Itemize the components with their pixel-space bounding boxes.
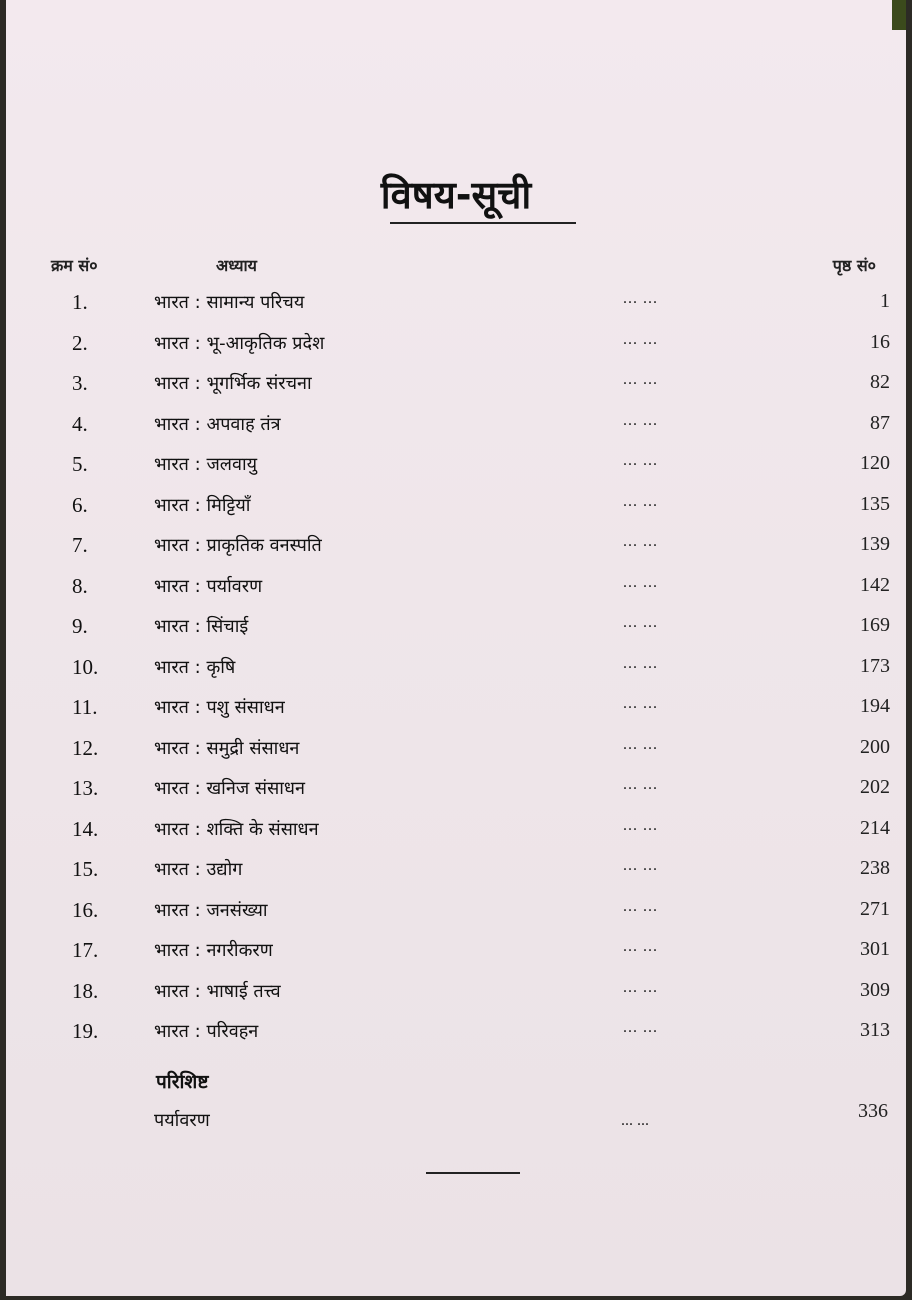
leader-dots: ... ... (623, 492, 658, 510)
header-serial-number: क्रम सं० (51, 256, 98, 275)
leader-dots: ... ... (623, 533, 658, 550)
chapter-number: 5. (72, 452, 88, 476)
chapter-number: 1. (72, 290, 88, 314)
end-divider (426, 1172, 520, 1174)
chapter-number: 11. (72, 695, 98, 719)
page-number: 139 (860, 533, 890, 555)
page-number: 173 (860, 654, 890, 677)
table-row (6, 331, 906, 361)
table-row (6, 857, 906, 887)
chapter-title: भारत : पशु संसाधन (154, 697, 285, 718)
table-row (6, 736, 906, 766)
table-row (6, 695, 906, 725)
appendix-page-number: 336 (858, 1100, 888, 1122)
chapter-title: भारत : भू-आकृतिक प्रदेश (154, 332, 325, 354)
table-row (6, 979, 906, 1009)
chapter-number: 4. (72, 411, 88, 436)
table-row (6, 371, 906, 401)
header-page-number: पृष्ठ सं० (832, 256, 876, 275)
leader-dots: ... ... (623, 1019, 658, 1036)
chapter-number: 14. (72, 816, 99, 841)
book-page (6, 0, 906, 1296)
header-chapter: अध्याय (216, 256, 257, 275)
chapter-title: भारत : परिवहन (154, 1021, 259, 1042)
table-row (6, 533, 906, 563)
chapter-title: भारत : समुद्री संसाधन (154, 737, 300, 759)
page-number: 202 (860, 776, 890, 798)
chapter-number: 13. (72, 776, 99, 800)
leader-dots: ... ... (623, 573, 658, 591)
page-number: 135 (860, 492, 890, 515)
page-number: 200 (860, 735, 890, 758)
page-number: 309 (860, 978, 890, 1001)
page-number: 87 (870, 411, 890, 434)
chapter-title: भारत : खनिज संसाधन (154, 778, 305, 799)
page-number: 238 (860, 857, 890, 879)
chapter-number: 9. (72, 614, 88, 638)
chapter-number: 2. (72, 330, 88, 355)
chapter-title: भारत : सिंचाई (154, 616, 249, 637)
leader-dots: ... ... (623, 452, 658, 469)
page-number: 301 (860, 938, 890, 960)
leader-dots: ... ... (623, 411, 658, 429)
page-number: 142 (860, 573, 890, 596)
leader-dots: ... ... (623, 654, 658, 672)
chapter-number: 19. (72, 1019, 99, 1043)
leader-dots: ... ... (623, 857, 658, 874)
table-row (6, 1019, 906, 1049)
leader-dots: ... ... (623, 695, 658, 712)
table-row (6, 290, 906, 320)
leader-dots: ... ... (623, 938, 658, 955)
page-number: 82 (870, 371, 890, 393)
page-number: 16 (870, 330, 890, 353)
chapter-number: 3. (72, 371, 88, 395)
chapter-number: 18. (72, 978, 99, 1003)
appendix-heading: परिशिष्ट (156, 1071, 209, 1093)
chapter-title: भारत : मिट्टियाँ (154, 494, 251, 516)
chapter-number: 15. (72, 857, 99, 881)
page-number: 194 (860, 695, 890, 717)
chapter-title: भारत : कृषि (154, 656, 236, 678)
table-row (6, 776, 906, 806)
adjacent-page-edge (892, 0, 906, 30)
chapter-number: 16. (72, 897, 99, 922)
page-title: विषय-सूची (380, 173, 532, 217)
chapter-title: भारत : नगरीकरण (154, 940, 273, 961)
page-number: 120 (860, 452, 890, 474)
chapter-number: 10. (72, 654, 99, 679)
chapter-number: 17. (72, 938, 99, 962)
appendix-leader-dots: ... ... (621, 1112, 649, 1129)
chapter-number: 7. (72, 533, 88, 557)
leader-dots: ... ... (623, 735, 658, 753)
chapter-number: 8. (72, 573, 88, 598)
chapter-title: भारत : पर्यावरण (154, 575, 263, 597)
chapter-title: भारत : शक्ति के संसाधन (154, 818, 319, 840)
leader-dots: ... ... (623, 371, 658, 388)
page-number: 169 (860, 614, 890, 636)
chapter-number: 12. (72, 735, 99, 760)
page-number: 1 (880, 290, 890, 312)
table-row (6, 452, 906, 482)
leader-dots: ... ... (623, 776, 658, 793)
leader-dots: ... ... (623, 897, 658, 915)
table-row (6, 898, 906, 928)
leader-dots: ... ... (623, 978, 658, 996)
chapter-title: भारत : भाषाई तत्त्व (154, 980, 281, 1002)
leader-dots: ... ... (623, 330, 658, 348)
page-number: 214 (860, 816, 890, 839)
title-underline (390, 222, 576, 224)
chapter-title: भारत : भूगर्भिक संरचना (154, 373, 312, 394)
chapter-title: भारत : उद्योग (154, 859, 243, 880)
chapter-number: 6. (72, 492, 88, 517)
leader-dots: ... ... (623, 614, 658, 631)
table-row (6, 614, 906, 644)
page-number: 313 (860, 1019, 890, 1041)
appendix-item: पर्यावरण (154, 1110, 210, 1131)
table-row (6, 493, 906, 523)
table-row (6, 938, 906, 968)
leader-dots: ... ... (623, 290, 658, 307)
page-number: 271 (860, 897, 890, 920)
chapter-title: भारत : जनसंख्या (154, 899, 268, 921)
leader-dots: ... ... (623, 816, 658, 834)
chapter-title: भारत : सामान्य परिचय (154, 292, 305, 313)
chapter-title: भारत : अपवाह तंत्र (154, 413, 281, 435)
table-row (6, 817, 906, 847)
chapter-title: भारत : जलवायु (154, 454, 258, 475)
table-row (6, 655, 906, 685)
table-row (6, 574, 906, 604)
chapter-title: भारत : प्राकृतिक वनस्पति (154, 535, 322, 556)
table-row (6, 412, 906, 442)
